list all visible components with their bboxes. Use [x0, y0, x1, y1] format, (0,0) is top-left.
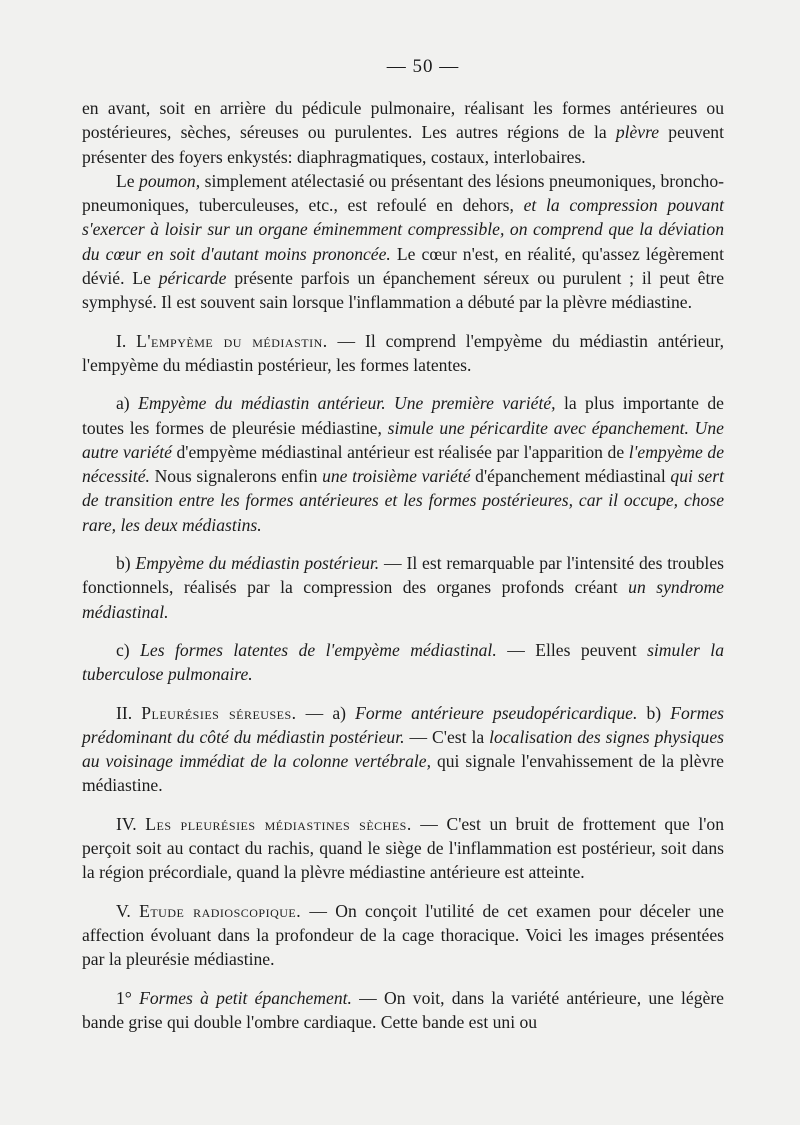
text: en avant, soit en arrière du pédicule pulmonaire, réalisant les formes antérieures ou postérieures, sèches, séreuses ou purulentes. Les autres régions de la: [82, 98, 724, 143]
italic-text: Les formes latentes de l'empyème médiastinal.: [140, 639, 497, 660]
page-number: — 50 —: [386, 56, 460, 77]
text: la plus importante de toutes les formes de pleurésie médiastine,: [82, 393, 724, 438]
italic-text: péricarde: [158, 268, 227, 289]
italic-text: une troisième variété: [322, 466, 471, 487]
section-heading: Pleurésies séreuses.: [141, 702, 297, 723]
text: simplement atélectasié ou présentant des lésions pneumoniques, broncho-pneumoniques, tuberculeuses, etc., est refoulé en dehors,: [82, 170, 724, 216]
text: Nous signalerons enfin: [149, 466, 323, 487]
section-number: II.: [116, 702, 142, 723]
paragraph-petit-epanchement: [82, 986, 724, 1035]
text: — C'est un bruit de frottement que l'on perçoit soit au contact du rachis, quand le siège de l'inflammation est postérieur, soit dans la région précordiale, quand la plèvre médiastine antérieure est atteinte.: [82, 813, 724, 883]
text: b): [116, 553, 136, 574]
italic-text: Formes à petit épanchement.: [139, 987, 352, 1008]
section-pleuresies-sereuses: [82, 701, 724, 798]
paragraph-empyeme-posterieur: [82, 551, 724, 624]
italic-text: et la compression pouvant s'exercer à loisir sur un organe éminemment compressible, on comprend que la déviation du cœur en soit d'autant moins prononcée.: [82, 195, 724, 264]
text: c): [116, 639, 141, 660]
text: d'empyème médiastinal antérieur est réalisée par l'apparition de: [171, 441, 629, 462]
text: — Elles peuvent: [496, 639, 648, 660]
italic-text: Forme antérieure pseudopéricardique.: [355, 702, 638, 723]
italic-text: simuler la tuberculose pulmonaire.: [82, 639, 724, 685]
italic-text: plèvre: [615, 122, 660, 143]
italic-text: qui sert de transition entre les formes antérieures et les formes postérieures, car il occupe, chose rare, les deux médiastins.: [82, 466, 724, 535]
italic-text: un syndrome médiastinal.: [82, 577, 724, 622]
text: — C'est la: [404, 726, 490, 747]
text: — On voit, dans la variété antérieure, une légère bande grise qui double l'ombre cardiaque. Cette bande est uni ou: [82, 987, 724, 1032]
text: Le cœur n'est, en réalité, qu'assez légèrement dévié. Le: [82, 243, 724, 289]
paragraph-empyeme-anterieur: [82, 391, 724, 537]
italic-text: simule une péricardite avec épanchement. Une autre variété: [82, 417, 724, 462]
text: — Il comprend l'empyème du médiastin antérieur, l'empyème du médiastin postérieur, les formes latentes.: [82, 330, 725, 375]
section-number: IV.: [116, 813, 146, 834]
text: d'épanchement médiastinal: [470, 466, 671, 487]
paragraph-poumon: [82, 169, 724, 315]
text: — Il est remarquable par l'intensité des troubles fonctionnels, réalisés par la compression des organes profonds créant: [82, 553, 724, 598]
italic-text: poumon,: [139, 170, 201, 191]
text: présente parfois un épanchement séreux ou purulent ; il peut être symphysé. Il est souvent sain lorsque l'inflammation a débuté par la plèvre médiastine.: [82, 268, 724, 313]
section-pleuresies-seches: [82, 812, 724, 885]
italic-text: localisation des signes physiques au voisinage immédiat de la colonne vertébrale,: [82, 726, 724, 772]
text: 1°: [116, 987, 140, 1008]
italic-text: l'empyème de nécessité.: [82, 441, 725, 487]
italic-text: Formes prédominant du côté du médiastin postérieur.: [82, 702, 725, 747]
section-etude-radioscopique: [82, 899, 724, 972]
paragraph-formes-latentes: [82, 638, 724, 687]
paragraph-continued: [82, 96, 724, 169]
italic-text: Empyème du médiastin antérieur. Une première variété,: [138, 393, 556, 414]
text: — On conçoit l'utilité de cet examen pour déceler une affection évoluant dans la profondeur de la cage thoracique. Voici les images présentées par la pleurésie médiastine.: [82, 900, 724, 970]
section-number: I.: [116, 330, 137, 351]
text: qui signale l'envahissement de la plèvre médiastine.: [82, 751, 724, 796]
text: b): [637, 702, 671, 723]
text: peuvent présenter des foyers enkystés: diaphragmatiques, costaux, interlobaires.: [82, 122, 724, 167]
section-empyeme: [82, 329, 724, 378]
text: a): [116, 393, 139, 414]
section-heading: L'empyème du médiastin.: [136, 330, 328, 351]
section-number: V.: [116, 900, 140, 921]
italic-text: Empyème du médiastin postérieur.: [135, 553, 380, 574]
text: Le: [116, 170, 140, 191]
section-heading: Etude radioscopique.: [139, 900, 302, 921]
section-heading: Les pleurésies médiastines sèches.: [145, 813, 412, 834]
text: — a): [296, 702, 356, 723]
